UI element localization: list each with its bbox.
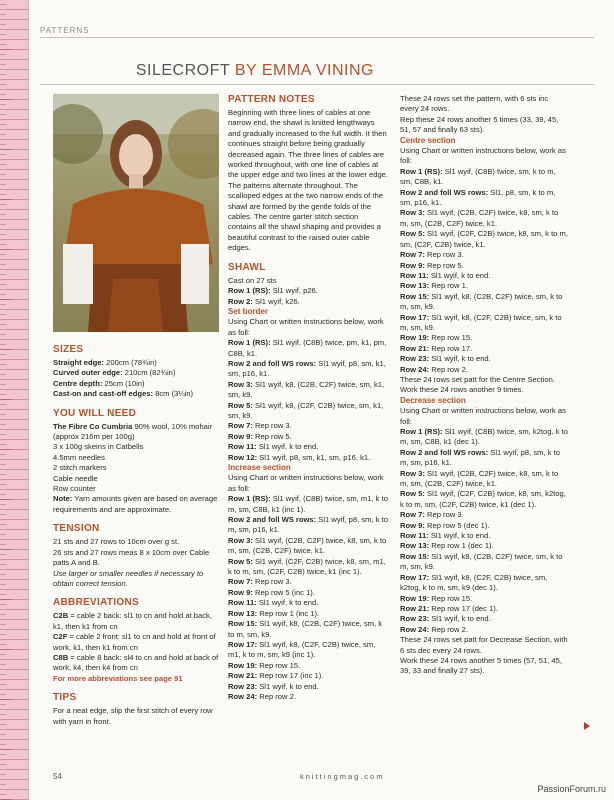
row-instruction	[400, 427, 568, 448]
row-text: Sl1 wyif, p8, sm, k1, sm, p16, k1.	[257, 452, 371, 462]
row-text: Rep row 2.	[429, 624, 468, 634]
row-instruction	[400, 313, 568, 334]
row-label: Row 24:	[228, 691, 258, 701]
row-text: Sl1 wyif, (C2B, C2F) twice, k8, sm, k to m, sm, (C2B, C2F) twice, k1.	[228, 535, 387, 556]
row-instruction	[400, 552, 568, 573]
row-instruction	[400, 521, 568, 531]
abbr-def: = cable 8 back: sl4 to cn and hold at back of work, k4, then k4 from cn	[53, 652, 219, 673]
row-text: Rep row 5.	[252, 431, 292, 441]
row-label: Row 2 and foll WS rows:	[400, 187, 489, 197]
header-divider	[40, 37, 594, 38]
yarn-line	[53, 422, 219, 443]
row-text: Sl1 wyif, k to end.	[429, 614, 491, 624]
watermark: PassionForum.ru	[537, 784, 606, 794]
row-label: Row 21:	[400, 343, 430, 353]
row-label: Row 5:	[228, 556, 253, 566]
row-text: Rep row 1 (inc 1).	[257, 608, 320, 618]
row-instruction	[228, 380, 388, 401]
size-line	[53, 379, 219, 389]
row-label: Row 11:	[228, 598, 257, 608]
row-label: Row 1 (RS):	[228, 494, 271, 504]
row-instruction	[228, 619, 388, 640]
abbr-key: C2F	[53, 632, 68, 642]
row-instruction	[228, 661, 388, 671]
row-label: Row 5:	[228, 400, 253, 410]
row-instruction	[400, 261, 568, 271]
row-text: Sl1 wyif, k26.	[252, 296, 300, 306]
row-instruction	[400, 271, 568, 281]
column-middle	[228, 94, 388, 702]
row-label: Row 24:	[400, 364, 430, 374]
row-instruction	[400, 229, 568, 250]
row-label: Row 3:	[228, 379, 253, 389]
row-instruction	[228, 598, 388, 608]
row-label: Row 11:	[400, 270, 429, 280]
row-instruction	[228, 515, 388, 536]
section-intro: Using Chart or written instructions below, work as foll:	[400, 146, 566, 166]
abbreviation	[53, 632, 219, 653]
row-text: Sl1 wyif, (C8B) twice, pm, k1, pm, C8B, k1.	[228, 338, 387, 358]
row-label: Row 19:	[228, 660, 258, 670]
row-text: Sl1 wyif, p8, sm, k to m, sm, p16, k1.	[400, 447, 560, 468]
row-label: Row 5:	[400, 229, 425, 239]
row-label: Row 13:	[228, 608, 258, 618]
row-instruction	[228, 297, 388, 307]
designer-credit: BY EMMA VINING	[234, 62, 374, 79]
row-text: Rep row 5 (inc 1).	[252, 587, 315, 597]
row-label: Row 1 (RS):	[400, 166, 443, 176]
row-instruction	[228, 640, 388, 661]
row-text: Sl1 wyif, (C2F, C2B) twice, k8, sm, k to m, sm, (C2F, C2B) twice, k1.	[400, 229, 568, 249]
row-text: Rep row 1 (dec 1).	[429, 541, 494, 551]
row-text: Rep row 15.	[257, 660, 301, 670]
pattern-name: SILECROFT	[135, 62, 230, 79]
section-end: Work these 24 rows another 5 times (57, 51, 45, 39, 33 and finally 27 sts).	[400, 655, 562, 676]
row-text: Rep row 3.	[252, 577, 292, 587]
row-text: Rep row 17 (inc 1).	[257, 671, 324, 681]
abbreviations-link[interactable]: For more abbreviations see page 91	[53, 673, 183, 683]
section-end: These 24 rows set patt for the Centre Section.	[400, 374, 555, 384]
abbreviation	[53, 611, 219, 632]
yarn-detail: 90% wool, 10% mohair (approx 216m per 100g)	[53, 421, 213, 442]
section-intro: Using Chart or written instructions below, work as foll:	[228, 317, 384, 337]
row-text: Sl1 wyif, k to end.	[257, 681, 319, 691]
row-instruction	[228, 432, 388, 442]
row-text: Sl1 wyif, k to end.	[256, 598, 319, 608]
row-label: Row 23:	[228, 681, 258, 691]
ruler-major-ticks	[0, 0, 12, 800]
row-text: Rep row 3.	[424, 510, 464, 520]
row-instruction	[400, 625, 568, 635]
row-label: Row 3:	[228, 535, 253, 545]
row-instruction	[400, 489, 568, 510]
row-instruction	[400, 604, 568, 614]
size-value: 210cm (82¾in)	[122, 368, 176, 378]
row-label: Row 1 (RS):	[228, 338, 271, 348]
row-label: Row 19:	[400, 593, 430, 603]
measuring-ruler	[0, 0, 29, 800]
row-instruction	[228, 442, 388, 452]
row-label: Row 1 (RS):	[228, 286, 271, 296]
row-instruction	[400, 448, 568, 469]
row-label: Row 21:	[228, 671, 258, 681]
abbreviations-heading: ABBREVIATIONS	[53, 597, 139, 609]
section-intro: Using Chart or written instructions below, work as foll:	[400, 406, 566, 426]
row-instruction	[400, 292, 568, 313]
row-text: Sl1 wyif, k8, (C2F, C2B) twice, sm, m1, k to m, sm, k9 (inc 1).	[228, 639, 376, 660]
row-text: Sl1 wyif, k8, (C2B, C2F) twice, sm, k to m, sm, k9.	[400, 291, 563, 312]
row-text: Sl1 wyif, k8, (C2F, C2B) twice, sm, k to m, sm, k9.	[400, 312, 562, 332]
row-text: Rep row 15.	[429, 593, 473, 603]
row-instruction	[228, 588, 388, 598]
set-border-rows	[228, 338, 388, 463]
row-label: Row 23:	[400, 354, 430, 364]
row-text: Sl1 wyif, k8, (C2F, C2B) twice, sm, k2tog, k to m, sm, k9 (dec 1).	[400, 572, 548, 593]
row-text: Sl1 wyif, k8, (C2F, C2B) twice, sm, k1, sm, k9.	[228, 400, 384, 420]
row-label: Row 17:	[400, 312, 430, 322]
row-instruction	[400, 250, 568, 260]
row-instruction	[400, 281, 568, 291]
material-item: Row counter	[53, 484, 96, 494]
row-label: Row 15:	[228, 619, 258, 629]
tips-text: For a neat edge, slip the first stitch of every row with yarn in front.	[53, 706, 213, 726]
row-text: Sl1 wyif, (C2F, C2B) twice, k8, sm, k2tog, k to m, sm, (C2F, C2B) twice, k1 (dec 1).	[400, 489, 566, 509]
row-text: Rep row 3.	[424, 250, 464, 260]
row-text: Rep row 17 (dec 1).	[429, 603, 498, 613]
column-left	[53, 344, 219, 727]
row-label: Row 15:	[400, 291, 430, 301]
row-instruction	[400, 344, 568, 354]
row-label: Row 9:	[228, 431, 253, 441]
row-instruction	[228, 421, 388, 431]
row-label: Row 24:	[400, 624, 430, 634]
size-value: 200cm (78¾in)	[104, 358, 157, 367]
row-label: Row 19:	[400, 333, 430, 343]
abbr-key: C2B	[53, 611, 69, 621]
tension-advice: Use larger or smaller needles if necessary to obtain correct tension.	[53, 568, 204, 588]
materials-heading: YOU WILL NEED	[53, 407, 137, 419]
row-label: Row 7:	[228, 577, 253, 587]
tension-heading: TENSION	[53, 523, 100, 535]
row-label: Row 11:	[400, 531, 429, 541]
row-text: Rep row 15.	[429, 333, 473, 343]
row-text: Sl1 wyif, k to end.	[429, 354, 491, 364]
increase-heading: Increase section	[228, 463, 291, 472]
column-right	[400, 94, 568, 677]
row-label: Row 7:	[400, 250, 425, 260]
sizes-heading: SIZES	[53, 344, 84, 355]
material-item: Cable needle	[53, 473, 98, 483]
row-label: Row 21:	[400, 603, 430, 613]
page-number: 54	[53, 772, 62, 781]
row-label: Row 3:	[400, 468, 425, 478]
row-label: Row 17:	[228, 639, 258, 649]
row-label: Row 7:	[228, 421, 253, 431]
row-instruction	[228, 359, 388, 380]
decrease-rows	[400, 427, 568, 635]
row-label: Row 7:	[400, 510, 425, 520]
centre-rows	[400, 167, 568, 375]
row-text: Sl1 wyif, k8, (C2B, C2F) twice, sm, k to m, sm, k9.	[228, 619, 383, 639]
note-label: Note:	[53, 494, 73, 504]
row-instruction	[228, 286, 388, 296]
row-label: Row 3:	[400, 208, 425, 218]
row-text: Sl1 wyif, (C2F, C2B) twice, k8, sm, m1, k to m, sm, (C2F, C2B) twice, k1 (inc 1).	[228, 556, 386, 577]
size-key: Cast-on and cast-off edges:	[53, 389, 153, 399]
continue-arrow-icon	[584, 722, 590, 730]
row-instruction	[400, 469, 568, 490]
title-bar	[40, 62, 594, 85]
row-text: Rep row 5 (dec 1).	[424, 520, 490, 530]
cast-on: Cast on 27 sts	[228, 275, 277, 285]
row-text: Sl1 wyif, (C8B) twice, sm, k2tog, k to m, sm, C8B, k1 (dec 1).	[400, 427, 568, 447]
material-item: 3 x 100g skeins in Catbells	[53, 442, 144, 452]
row-label: Row 2 and foll WS rows:	[228, 358, 317, 368]
row-instruction	[400, 594, 568, 604]
row-instruction	[228, 338, 388, 359]
model-illustration	[53, 94, 219, 332]
size-key: Straight edge:	[53, 358, 105, 367]
size-value: 25cm (10in)	[102, 378, 145, 388]
row-text: Rep row 17.	[429, 343, 473, 353]
section-label: PATTERNS	[40, 26, 90, 35]
tension-line: 21 sts and 27 rows to 10cm over g st.	[53, 537, 180, 547]
row-text: Sl1 wyif, (C2B, C2F) twice, k8, sm, k to m, sm, (C2B, C2F) twice, k1.	[400, 208, 559, 228]
row-label: Row 13:	[400, 281, 430, 291]
row-instruction	[228, 453, 388, 463]
row-instruction	[400, 354, 568, 364]
row-instruction	[400, 208, 568, 229]
intro-text: These 24 rows set the pattern, with 6 sts inc every 24 rows.	[400, 94, 549, 114]
page-title	[136, 62, 374, 80]
row-text: Sl1 wyif, p26.	[270, 286, 318, 296]
materials-note	[53, 494, 219, 515]
tension-line: 26 sts and 27 rows meas 8 x 10cm over Cable patts A and B.	[53, 547, 210, 568]
row-instruction	[400, 188, 568, 209]
row-instruction	[400, 614, 568, 624]
row-label: Row 15:	[400, 551, 430, 561]
size-line	[53, 368, 219, 378]
yarn-name: The Fibre Co Cumbria	[53, 421, 133, 431]
size-line	[53, 358, 219, 368]
material-item: 4.5mm needles	[53, 452, 105, 462]
intro-text: Rep these 24 rows another 5 times (33, 39, 45, 51, 57 and finally 63 sts).	[400, 114, 559, 135]
row-text: Sl1, p8, sm, k to m, sm, p16, k1.	[400, 187, 556, 208]
row-label: Row 2:	[228, 296, 253, 306]
row-instruction	[400, 167, 568, 188]
row-label: Row 13:	[400, 541, 430, 551]
abbreviation	[53, 653, 219, 674]
row-label: Row 9:	[400, 260, 425, 270]
section-end: Work these 24 rows another 9 times.	[400, 385, 524, 395]
pattern-notes-heading: PATTERN NOTES	[228, 94, 315, 105]
material-item: 2 stitch markers	[53, 463, 107, 473]
row-instruction	[228, 494, 388, 515]
tips-heading: TIPS	[53, 692, 77, 704]
row-text: Sl1 wyif, k8, (C2B, C2F) twice, sm, k1, sm, k9.	[228, 379, 385, 400]
row-text: Rep row 5.	[424, 260, 464, 270]
abbr-key: C8B	[53, 652, 69, 662]
row-instruction	[400, 333, 568, 343]
row-instruction	[228, 671, 388, 681]
decrease-heading: Decrease section	[400, 395, 466, 405]
row-text: Sl1 wyif, (C8B) twice, sm, k to m, sm, C8B, k1.	[400, 166, 556, 187]
row-instruction	[228, 401, 388, 422]
row-text: Rep row 1.	[429, 281, 468, 291]
row-text: Sl1 wyif, (C8B) twice, sm, m1, k to m, sm, C8B, k1 (inc 1).	[228, 494, 388, 514]
size-line	[53, 389, 219, 399]
row-label: Row 17:	[400, 572, 430, 582]
row-label: Row 11:	[228, 442, 257, 452]
increase-rows	[228, 494, 388, 702]
note-text: Yarn amounts given are based on average requirements and are approximate.	[53, 494, 218, 514]
row-instruction	[228, 536, 388, 557]
size-value: 8cm (3¼in)	[153, 389, 194, 399]
row-text: Sl1 wyif, p8, sm, k1, sm, p16, k1.	[228, 358, 386, 379]
row-instruction	[400, 510, 568, 520]
row-text: Sl1 wyif, k to end.	[428, 270, 491, 280]
section-intro: Using Chart or written instructions below, work as foll:	[228, 473, 384, 493]
row-label: Row 5:	[400, 489, 425, 499]
row-label: Row 1 (RS):	[400, 427, 443, 436]
size-key: Centre depth:	[53, 378, 103, 388]
row-instruction	[228, 682, 388, 692]
centre-heading: Centre section	[400, 135, 456, 145]
row-text: Rep row 2.	[257, 691, 296, 701]
row-text: Sl1 wyif, k to end.	[256, 442, 319, 452]
row-text: Sl1 wyif, k8, (C2B, C2F) twice, sm, k to m, sm, k9.	[400, 551, 563, 572]
section-end: These 24 rows set patt for Decrease Section, with 6 sts dec every 24 rows.	[400, 635, 568, 655]
row-label: Row 9:	[400, 520, 425, 530]
site-url: knittingmag.com	[300, 772, 385, 781]
row-instruction	[400, 573, 568, 594]
row-label: Row 2 and foll WS rows:	[400, 447, 489, 457]
row-instruction	[228, 557, 388, 578]
abbr-def: = cable 2 back: sl1 to cn and hold at back, k1, then k1 from cn	[53, 611, 212, 631]
row-text: Sl1 wyif, (C2B, C2F) twice, k8, sm, k to m, sm, (C2B, C2F) twice, k1.	[400, 468, 559, 489]
row-text: Rep row 3.	[252, 421, 292, 431]
row-instruction	[400, 541, 568, 551]
row-instruction	[228, 692, 388, 702]
pattern-notes-text: Beginning with three lines of cables at one narrow end, the shawl is knitted lengthways and gradually increased to the full width. It then continues straight before being gradually decreased again. The three lines of cables are worked throughout, with one line of cables at the upper edge and two lines at the lower edge. The patterns alternate throughout. The scalloped edges at the two narrow ends of the shawl are formed by the gentle folds of the cables. The centre garter stitch section contains all the shawl shaping and provides a beautiful contrast to the raised outer cable edges.	[228, 108, 389, 253]
row-label: Row 2 and foll WS rows:	[228, 515, 317, 525]
row-instruction	[228, 577, 388, 587]
row-text: Sl1 wyif, k to end.	[428, 531, 491, 541]
row-text: Rep row 2.	[429, 364, 468, 374]
abbr-def: = cable 2 front: sl1 to cn and hold at front of work, k1, then k1 from cn	[53, 632, 216, 652]
shawl-heading: SHAWL	[228, 261, 266, 273]
size-key: Curved outer edge:	[53, 368, 123, 378]
model-photo	[53, 94, 219, 332]
row-label: Row 23:	[400, 614, 430, 624]
row-text: Sl1 wyif, p8, sm, k to m, sm, p16, k1.	[228, 515, 388, 535]
row-label: Row 12:	[228, 452, 258, 462]
row-label: Row 9:	[228, 587, 253, 597]
row-instruction	[400, 531, 568, 541]
row-instruction	[400, 365, 568, 375]
row-instruction	[228, 609, 388, 619]
set-border-heading: Set border	[228, 306, 269, 316]
